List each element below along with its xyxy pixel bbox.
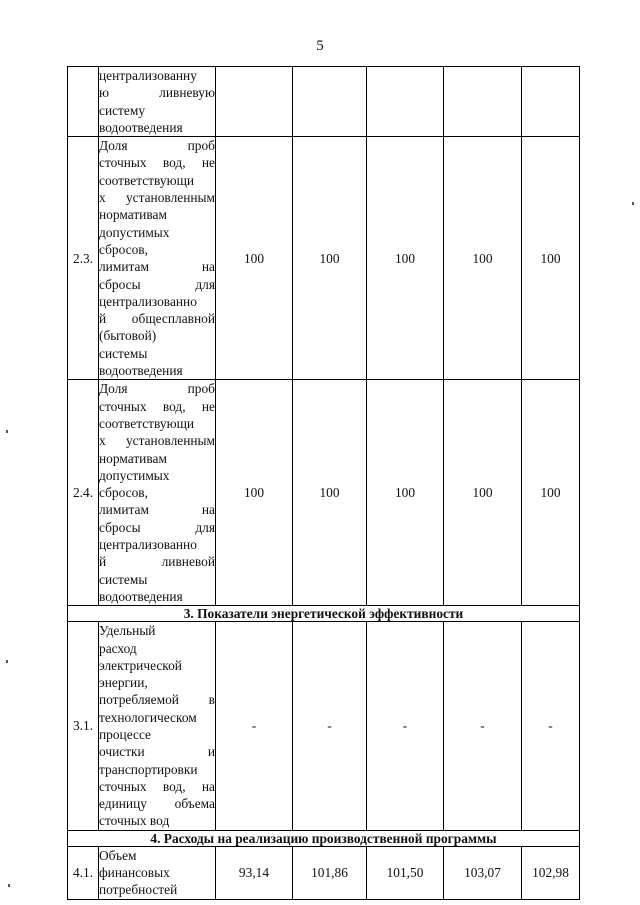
- scan-mark: [6, 430, 8, 433]
- value-cell: 100: [216, 137, 293, 380]
- indicator-name-line: сбросов,: [99, 485, 148, 501]
- row-number: 2.4.: [68, 380, 99, 606]
- indicator-name-line: ю ливневую: [99, 85, 215, 101]
- indicator-name-line: сточных вод, на: [99, 778, 215, 794]
- indicator-name: [99, 380, 216, 606]
- indicator-name-line: Доля проб: [99, 138, 215, 154]
- indicator-name-line: системы: [99, 345, 148, 361]
- value-cell: 100: [522, 137, 580, 380]
- section-title: 3. Показатели энергетической эффективности: [68, 606, 580, 622]
- value-cell: 93,14: [216, 846, 293, 899]
- table-row: [68, 380, 580, 606]
- indicator-name-line: нормативам: [99, 207, 167, 223]
- indicator-name-line: энергии,: [99, 675, 148, 691]
- indicator-name: [99, 137, 216, 380]
- value-cell: -: [367, 622, 444, 831]
- indicator-name-line: систему: [99, 102, 146, 118]
- value-cell: 103,07: [444, 846, 522, 899]
- value-cell: -: [293, 622, 367, 831]
- indicator-name-line: централизованну: [99, 68, 197, 83]
- table-row: [68, 622, 580, 831]
- indicator-name-line: Доля проб: [99, 381, 215, 397]
- value-cell: 100: [293, 380, 367, 606]
- row-number: 2.3.: [68, 137, 99, 380]
- indicator-name-line: расход: [99, 640, 137, 656]
- indicator-name-line: сточных вод: [99, 813, 170, 829]
- value-cell: 101,50: [367, 846, 444, 899]
- table-body: [68, 67, 580, 900]
- row-number: 4.1.: [68, 846, 99, 899]
- indicator-name-line: х установленным: [99, 190, 215, 206]
- indicator-name-line: соответствующи: [99, 415, 195, 431]
- indicators-table: [67, 66, 580, 900]
- indicator-name-line: сбросы для: [99, 276, 215, 292]
- indicator-name-line: сбросов,: [99, 241, 148, 257]
- value-cell: -: [444, 622, 522, 831]
- indicator-name-line: финансовых: [99, 865, 170, 881]
- table-row: [68, 846, 580, 899]
- scan-mark: [8, 884, 10, 887]
- indicator-name: [99, 846, 216, 899]
- value-cell: 102,98: [522, 846, 580, 899]
- value-cell: [444, 67, 522, 137]
- section-title: 4. Расходы на реализацию производственной программы: [68, 830, 580, 846]
- value-cell: [367, 67, 444, 137]
- indicator-name-line: потребностей: [99, 882, 178, 898]
- table-row: [68, 137, 580, 380]
- indicator-name-line: потребляемой в: [99, 692, 215, 708]
- indicator-name-line: водоотведения: [99, 119, 183, 135]
- value-cell: [522, 67, 580, 137]
- value-cell: 100: [293, 137, 367, 380]
- indicator-name-line: лимитам на: [99, 259, 215, 275]
- indicator-name-line: допустимых: [99, 467, 170, 483]
- indicator-name: [99, 67, 216, 137]
- indicator-name-line: соответствующи: [99, 172, 195, 188]
- indicator-name: [99, 622, 216, 831]
- indicator-name-line: единицу объема: [99, 796, 215, 812]
- indicator-name-line: х установленным: [99, 433, 215, 449]
- indicator-name-line: системы: [99, 571, 148, 587]
- value-cell: [293, 67, 367, 137]
- value-cell: 100: [367, 137, 444, 380]
- table-row: [68, 67, 580, 137]
- value-cell: [216, 67, 293, 137]
- indicator-name-line: лимитам на: [99, 502, 215, 518]
- scan-mark: [6, 660, 8, 663]
- value-cell: -: [216, 622, 293, 831]
- page-number: 5: [316, 38, 324, 54]
- indicator-name-line: процессе: [99, 726, 151, 742]
- value-cell: 100: [444, 137, 522, 380]
- value-cell: 100: [522, 380, 580, 606]
- indicator-name-line: электрической: [99, 657, 182, 673]
- indicator-name-line: технологическом: [99, 709, 197, 725]
- section-header-row: [68, 830, 580, 846]
- indicator-name-line: Объем: [99, 847, 137, 863]
- value-cell: 100: [216, 380, 293, 606]
- indicator-name-line: (бытовой): [99, 328, 157, 344]
- indicator-name-line: нормативам: [99, 450, 167, 466]
- indicator-name-line: й ливневой: [99, 554, 215, 570]
- value-cell: -: [522, 622, 580, 831]
- scan-mark: [632, 202, 634, 205]
- value-cell: 100: [444, 380, 522, 606]
- indicator-name-line: водоотведения: [99, 588, 183, 604]
- indicator-name-line: допустимых: [99, 224, 170, 240]
- indicator-name-line: Удельный: [99, 623, 156, 639]
- indicator-name-line: транспортировки: [99, 761, 198, 777]
- indicator-name-line: сточных вод, не: [99, 155, 215, 171]
- indicator-name-line: централизованно: [99, 537, 197, 553]
- indicator-name-line: водоотведения: [99, 363, 183, 379]
- indicator-name-line: централизованно: [99, 293, 197, 309]
- indicator-name-line: сбросы для: [99, 519, 215, 535]
- row-number: [68, 67, 99, 137]
- section-header-row: [68, 606, 580, 622]
- value-cell: 101,86: [293, 846, 367, 899]
- indicator-name-line: й общесплавной: [99, 311, 215, 327]
- row-number: 3.1.: [68, 622, 99, 831]
- indicator-name-line: очистки и: [99, 744, 215, 760]
- value-cell: 100: [367, 380, 444, 606]
- indicator-name-line: сточных вод, не: [99, 398, 215, 414]
